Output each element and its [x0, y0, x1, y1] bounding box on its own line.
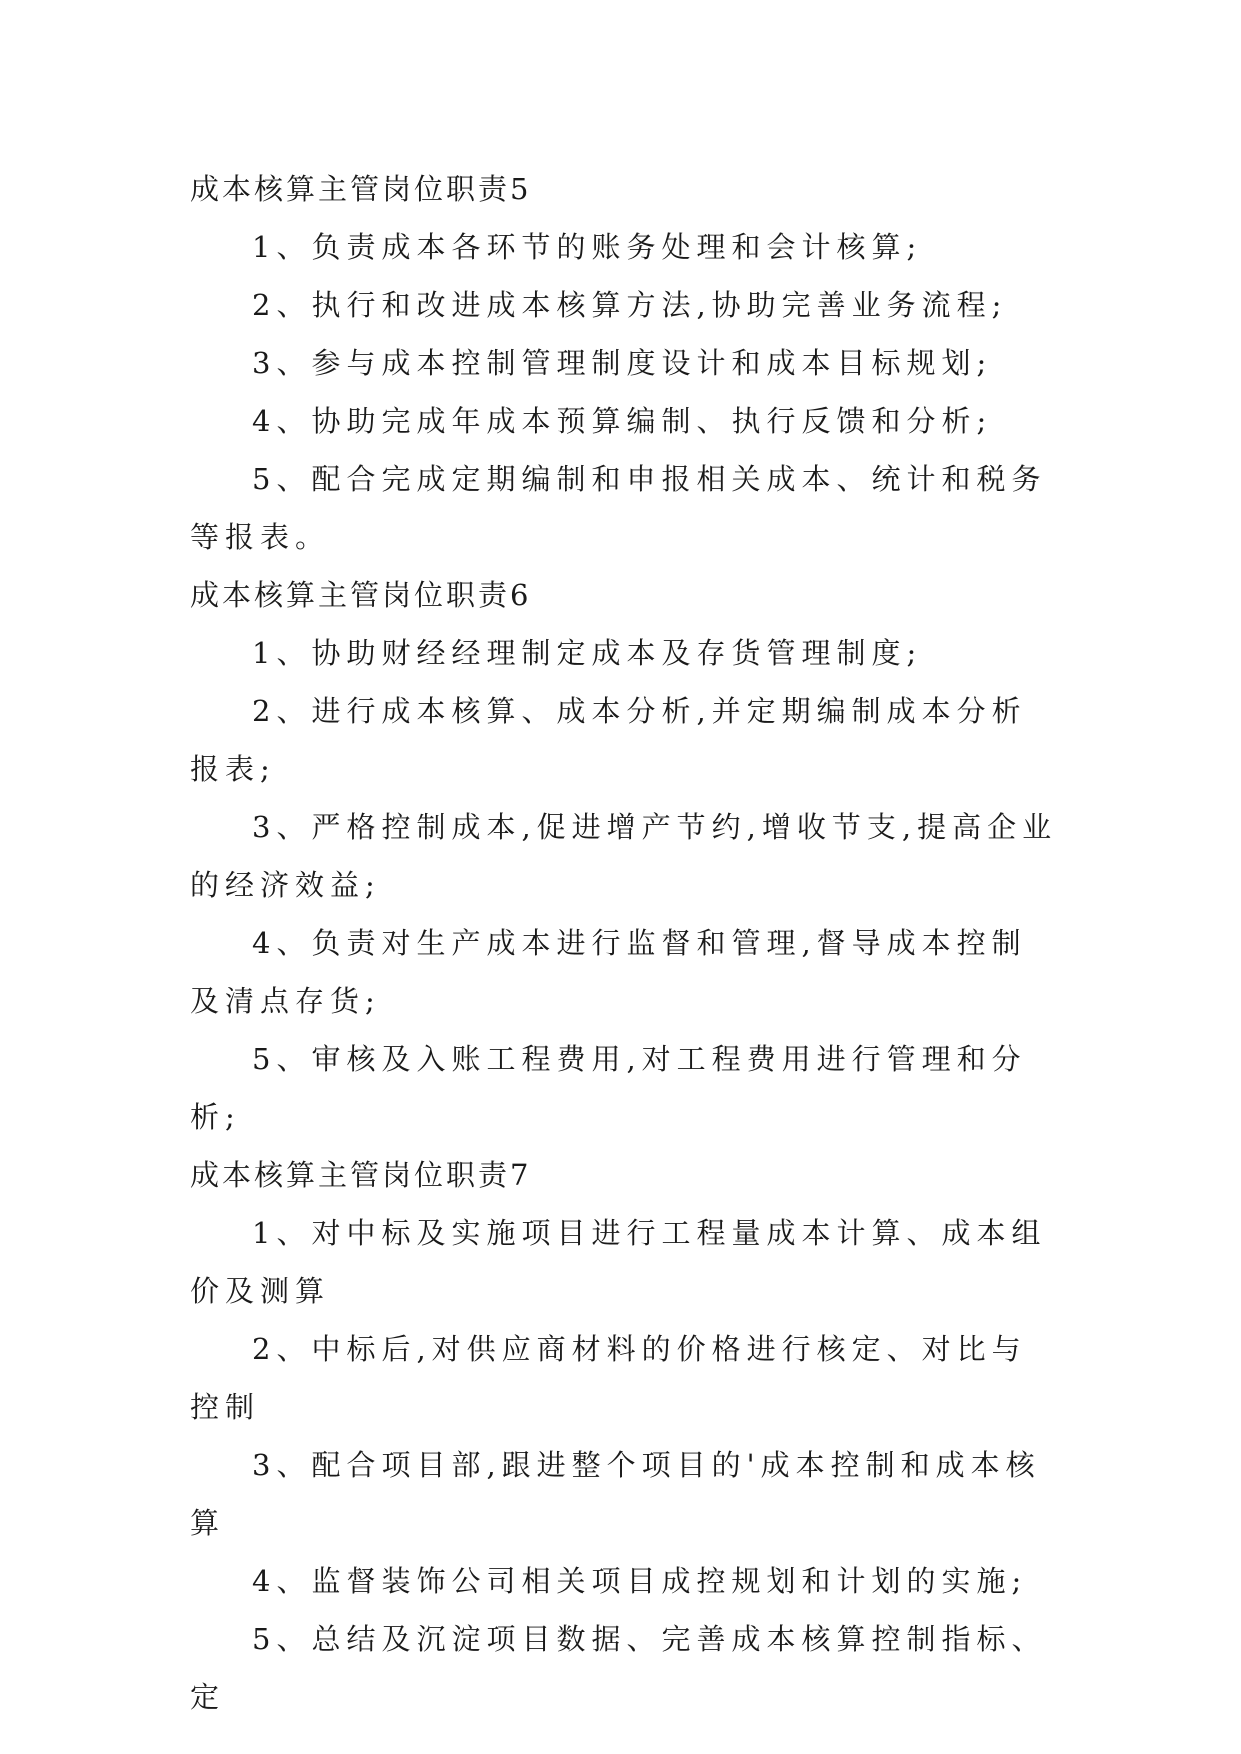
- list-item: 4、负责对生产成本进行监督和管理,督导成本控制及清点存货;: [190, 926, 1027, 1018]
- list-item: 4、协助完成年成本预算编制、执行反馈和分析;: [252, 404, 993, 438]
- list-item: 3、参与成本控制管理制度设计和成本目标规划;: [252, 346, 993, 380]
- list-item: 1、协助财经经理制定成本及存货管理制度;: [252, 636, 923, 670]
- section-title: 成本核算主管岗位职责5: [190, 172, 532, 206]
- document-page: [190, 160, 1060, 1726]
- list-item: 5、配合完成定期编制和申报相关成本、统计和税务等报表。: [190, 462, 1047, 554]
- list-item: 1、对中标及实施项目进行工程量成本计算、成本组价及测算: [190, 1216, 1047, 1308]
- list-item: 5、总结及沉淀项目数据、完善成本核算控制指标、定: [190, 1622, 1047, 1714]
- section-title: 成本核算主管岗位职责6: [190, 578, 532, 612]
- list-item: 2、进行成本核算、成本分析,并定期编制成本分析报表;: [190, 694, 1027, 786]
- list-item: 1、负责成本各环节的账务处理和会计核算;: [252, 230, 923, 264]
- section-title: 成本核算主管岗位职责7: [190, 1158, 532, 1192]
- list-item: 3、配合项目部,跟进整个项目的'成本控制和成本核算: [190, 1448, 1041, 1540]
- list-item: 3、严格控制成本,促进增产节约,增收节支,提高企业的经济效益;: [190, 810, 1058, 902]
- list-item: 4、监督装饰公司相关项目成控规划和计划的实施;: [252, 1564, 1028, 1598]
- list-item: 2、中标后,对供应商材料的价格进行核定、对比与控制: [190, 1332, 1027, 1424]
- list-item: 2、执行和改进成本核算方法,协助完善业务流程;: [252, 288, 1008, 322]
- list-item: 5、审核及入账工程费用,对工程费用进行管理和分析;: [190, 1042, 1027, 1134]
